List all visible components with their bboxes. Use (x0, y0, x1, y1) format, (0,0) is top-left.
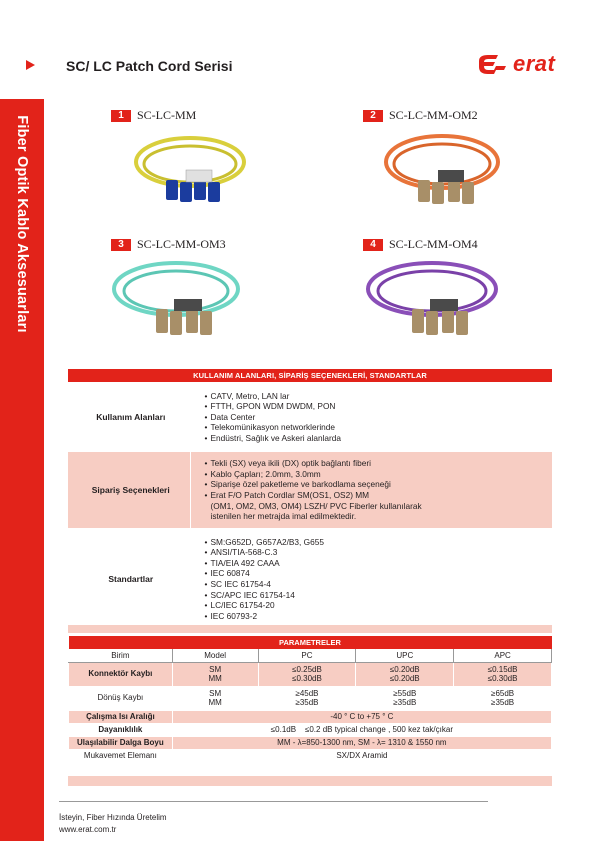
list-item: • Telekomünikasyon networklerinde (205, 422, 553, 433)
cell-upc: ≤0.20dB ≤0.20dB (356, 662, 454, 686)
cell-apc: ≤0.15dB ≤0.30dB (454, 662, 552, 686)
row-label: Sipariş Seçenekleri (68, 452, 190, 528)
footer-slogan: İsteyin, Fiber Hızında Üretelim (59, 813, 167, 822)
list-item: • Erat F/O Patch Cordlar SM(OS1, OS2) MM (205, 490, 553, 501)
list-item: • FTTH, GPON WDM DWDM, PON (205, 401, 553, 412)
table-row (69, 749, 552, 762)
row-label: Dayanıklılık (69, 723, 173, 736)
patch-cord-image (378, 122, 502, 214)
params-table-header: PARAMETRELER (69, 636, 552, 649)
column-header: Model (172, 649, 258, 662)
cell-pc: ≥45dB ≥35dB (258, 686, 356, 710)
list-item: • LC/IEC 61754-20 (205, 600, 553, 611)
product-number: 4 (363, 239, 383, 251)
usage-table-header: KULLANIM ALANLARI, SİPARİŞ SEÇENEKLERİ, STANDARTLAR (68, 369, 552, 382)
list-item: • IEC 60874 (205, 568, 553, 579)
table-footer-band (68, 776, 552, 786)
product-number: 2 (363, 110, 383, 122)
footer-divider (59, 801, 488, 802)
column-header: UPC (356, 649, 454, 662)
table-header-row (69, 649, 552, 662)
list-item: • SC IEC 61754-4 (205, 579, 553, 590)
product-name: SC-LC-MM-OM4 (389, 237, 478, 251)
row-label: Ulaşılabilir Dalga Boyu (69, 736, 173, 749)
column-header: APC (454, 649, 552, 662)
product-name: SC-LC-MM-OM3 (137, 237, 226, 251)
list-item: • TIA/EIA 492 CAAA (205, 558, 553, 569)
row-label: Mukavemet Elemanı (69, 749, 173, 762)
row-content (190, 528, 552, 630)
logo-text: erat (513, 51, 556, 76)
list-item: • ANSI/TIA-568-C.3 (205, 547, 553, 558)
product-number: 3 (111, 239, 131, 251)
table-separator (68, 625, 552, 633)
list-item-continuation: (OM1, OM2, OM3, OM4) LSZH/ PVC Fiberler kullanılarak (210, 500, 422, 511)
list-item: • Data Center (205, 412, 553, 423)
cell-pc: ≤0.25dB ≤0.30dB (258, 662, 356, 686)
product-name: SC-LC-MM (137, 108, 197, 122)
list-item: • Siparişe özel paketleme ve barkodlama seçeneği (205, 479, 553, 490)
product-name: SC-LC-MM-OM2 (389, 108, 478, 122)
product-label (111, 108, 196, 123)
row-content (190, 382, 552, 452)
usage-list (205, 391, 553, 444)
row-label: Dönüş Kaybı (69, 686, 173, 710)
patch-cord-image (362, 253, 502, 345)
product-label (363, 108, 478, 123)
row-label: Standartlar (68, 528, 190, 630)
list-item: • CATV, Metro, LAN lar (205, 391, 553, 402)
list-item-continuation: istenilen her metrajda imal edilmektedir. (210, 511, 357, 522)
list-item: • IEC 60793-2 (205, 611, 553, 622)
row-label: Kullanım Alanları (68, 382, 190, 452)
standards-list (205, 537, 553, 622)
list-item: • Tekli (SX) veya ikili (DX) optik bağlantı fiberi (205, 458, 553, 469)
side-title: Fiber Optik Kablo Aksesuarları (14, 115, 30, 333)
table-row (68, 528, 552, 630)
list-item: • SC/APC IEC 61754-14 (205, 590, 553, 601)
product-label (111, 237, 226, 252)
product-label (363, 237, 478, 252)
column-header: Birim (69, 649, 173, 662)
row-label: Konnektör Kaybı (69, 662, 173, 686)
usage-table (68, 369, 552, 630)
params-table (68, 636, 552, 763)
table-row (69, 710, 552, 723)
product-number: 1 (111, 110, 131, 122)
row-value: SX/DX Aramid (172, 749, 551, 762)
row-content (190, 452, 552, 528)
cell-apc: ≥65dB ≥35dB (454, 686, 552, 710)
table-row (69, 723, 552, 736)
row-label: Çalışma Isı Aralığı (69, 710, 173, 723)
triangle-marker-icon (26, 60, 35, 70)
column-header: PC (258, 649, 356, 662)
list-item: • SM:G652D, G657A2/B3, G655 (205, 537, 553, 548)
cell-upc: ≥55dB ≥35dB (356, 686, 454, 710)
row-value: MM - λ=850-1300 nm, SM - λ= 1310 & 1550 nm (172, 736, 551, 749)
footer-website: www.erat.com.tr (59, 825, 117, 834)
order-options-list (205, 458, 553, 522)
list-item: • Endüstri, Sağlık ve Askeri alanlarda (205, 433, 553, 444)
table-row (69, 736, 552, 749)
cell-model: SM MM (172, 662, 258, 686)
patch-cord-image (110, 253, 244, 345)
table-row (69, 662, 552, 686)
row-value: ≤0.1dB ≤0.2 dB typical change , 500 kez tak/çıkar (172, 723, 551, 736)
page-title: SC/ LC Patch Cord Serisi (66, 58, 233, 74)
list-item: • Kablo Çapları; 2.0mm, 3.0mm (205, 469, 553, 480)
table-row (68, 452, 552, 528)
patch-cord-image (128, 122, 248, 212)
table-row (68, 382, 552, 452)
table-row (69, 686, 552, 710)
row-value: -40 ° C to +75 ° C (172, 710, 551, 723)
cell-model: SM MM (172, 686, 258, 710)
